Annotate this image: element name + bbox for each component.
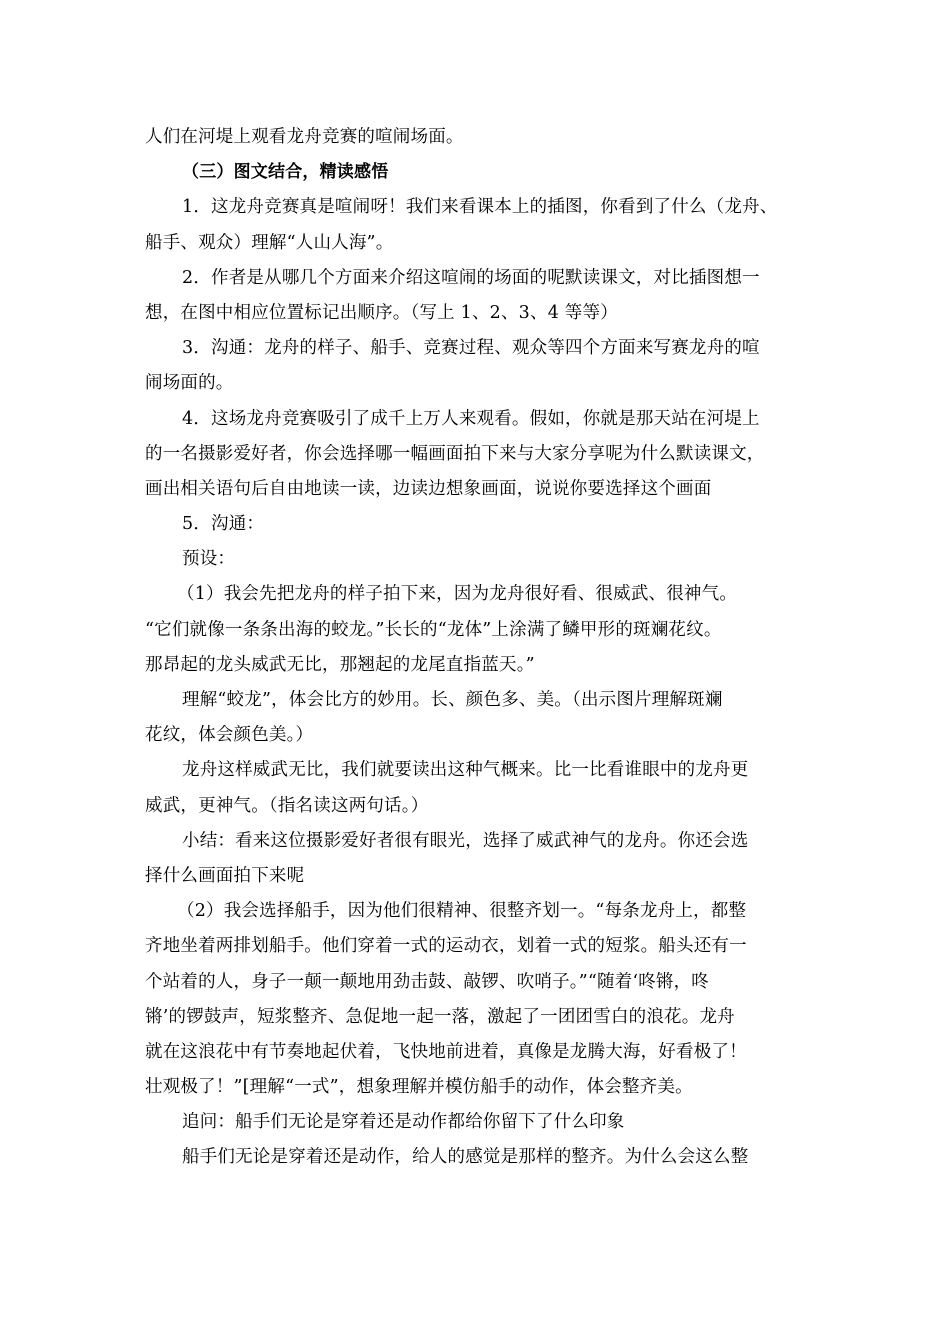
paragraph-line: 2．作者是从哪几个方面来介绍这喧闹的场面的呢默读课文，对比插图想一 [182,267,760,288]
section-heading: （三）图文结合，精读感悟 [182,162,389,183]
paragraph-line: 想，在图中相应位置标记出顺序。（写上 1、2、3、4 等等） [145,302,618,323]
paragraph-line: 壮观极了！”[理解“一式”，想象理解并模仿船手的动作，体会整齐美。 [145,1077,693,1098]
document-body [145,120,810,1176]
paragraph-line: 1．这龙舟竞赛真是喧闹呀！我们来看课本上的插图，你看到了什么（龙舟、 [182,197,778,218]
paragraph-line: 小结：看来这位摄影爱好者很有眼光，选择了威武神气的龙舟。你还会选 [182,830,749,851]
paragraph-line: 齐地坐着两排划船手。他们穿着一式的运动衣，划着一式的短浆。船头还有一 [145,936,747,957]
paragraph-line: 锵’的锣鼓声，短浆整齐、急促地一起一落，激起了一团团雪白的浪花。龙舟 [145,1006,735,1027]
paragraph-line: “它们就像一条条出海的蛟龙。”长长的“龙体”上涂满了鳞甲形的斑斓花纹。 [145,619,722,640]
paragraph-line: 那昂起的龙头威武无比，那翘起的龙尾直指蓝天。” [145,654,535,675]
paragraph-line: 择什么画面拍下来呢 [145,865,305,886]
paragraph-line: 预设： [182,549,236,570]
paragraph-line: 船手、观众）理解“人山人海”。 [145,232,394,253]
paragraph-line: （2）我会选择船手，因为他们很精神、很整齐划一。“每条龙舟上，都整 [177,901,747,922]
paragraph-line: 花纹，体会颜色美。） [145,725,314,746]
paragraph-line: 画出相关语句后自由地读一读，边读边想象画面，说说你要选择这个画面 [145,478,712,499]
paragraph-line: 追问：船手们无论是穿着还是动作都给你留下了什么印象 [182,1112,625,1133]
paragraph-line: 威武，更神气。（指名读这两句话。） [145,795,429,816]
paragraph-line: 龙舟这样威武无比，我们就要读出这种气概来。比一比看谁眼中的龙舟更 [182,760,749,781]
paragraph-line: 个站着的人，身子一颠一颠地用劲击鼓、敲锣、吹哨子。”“随着‘咚锵，咚 [145,971,710,992]
paragraph-line: （1）我会先把龙舟的样子拍下来，因为龙舟很好看、很威武、很神气。 [177,584,738,605]
paragraph-line: 的一名摄影爱好者，你会选择哪一幅画面拍下来与大家分享呢为什么默读课文， [145,443,765,464]
paragraph-line: 4．这场龙舟竞赛吸引了成千上万人来观看。假如，你就是那天站在河堤上 [182,408,760,429]
paragraph-line: 人们在河堤上观看龙舟竞赛的喧闹场面。 [145,127,464,147]
paragraph-line: 5．沟通： [182,514,265,535]
paragraph-line: 船手们无论是穿着还是动作，给人的感觉是那样的整齐。为什么会这么整 [182,1147,749,1168]
paragraph-line: 理解“蛟龙”，体会比方的妙用。长、颜色多、美。（出示图片理解斑斓 [182,690,723,710]
paragraph-line: 就在这浪花中有节奏地起伏着，飞快地前进着，真像是龙腾大海，好看极了！ [145,1041,747,1062]
paragraph-line: 闹场面的。 [145,373,234,394]
paragraph-line: 3．沟通：龙舟的样子、船手、竞赛过程、观众等四个方面来写赛龙舟的喧 [182,338,760,359]
